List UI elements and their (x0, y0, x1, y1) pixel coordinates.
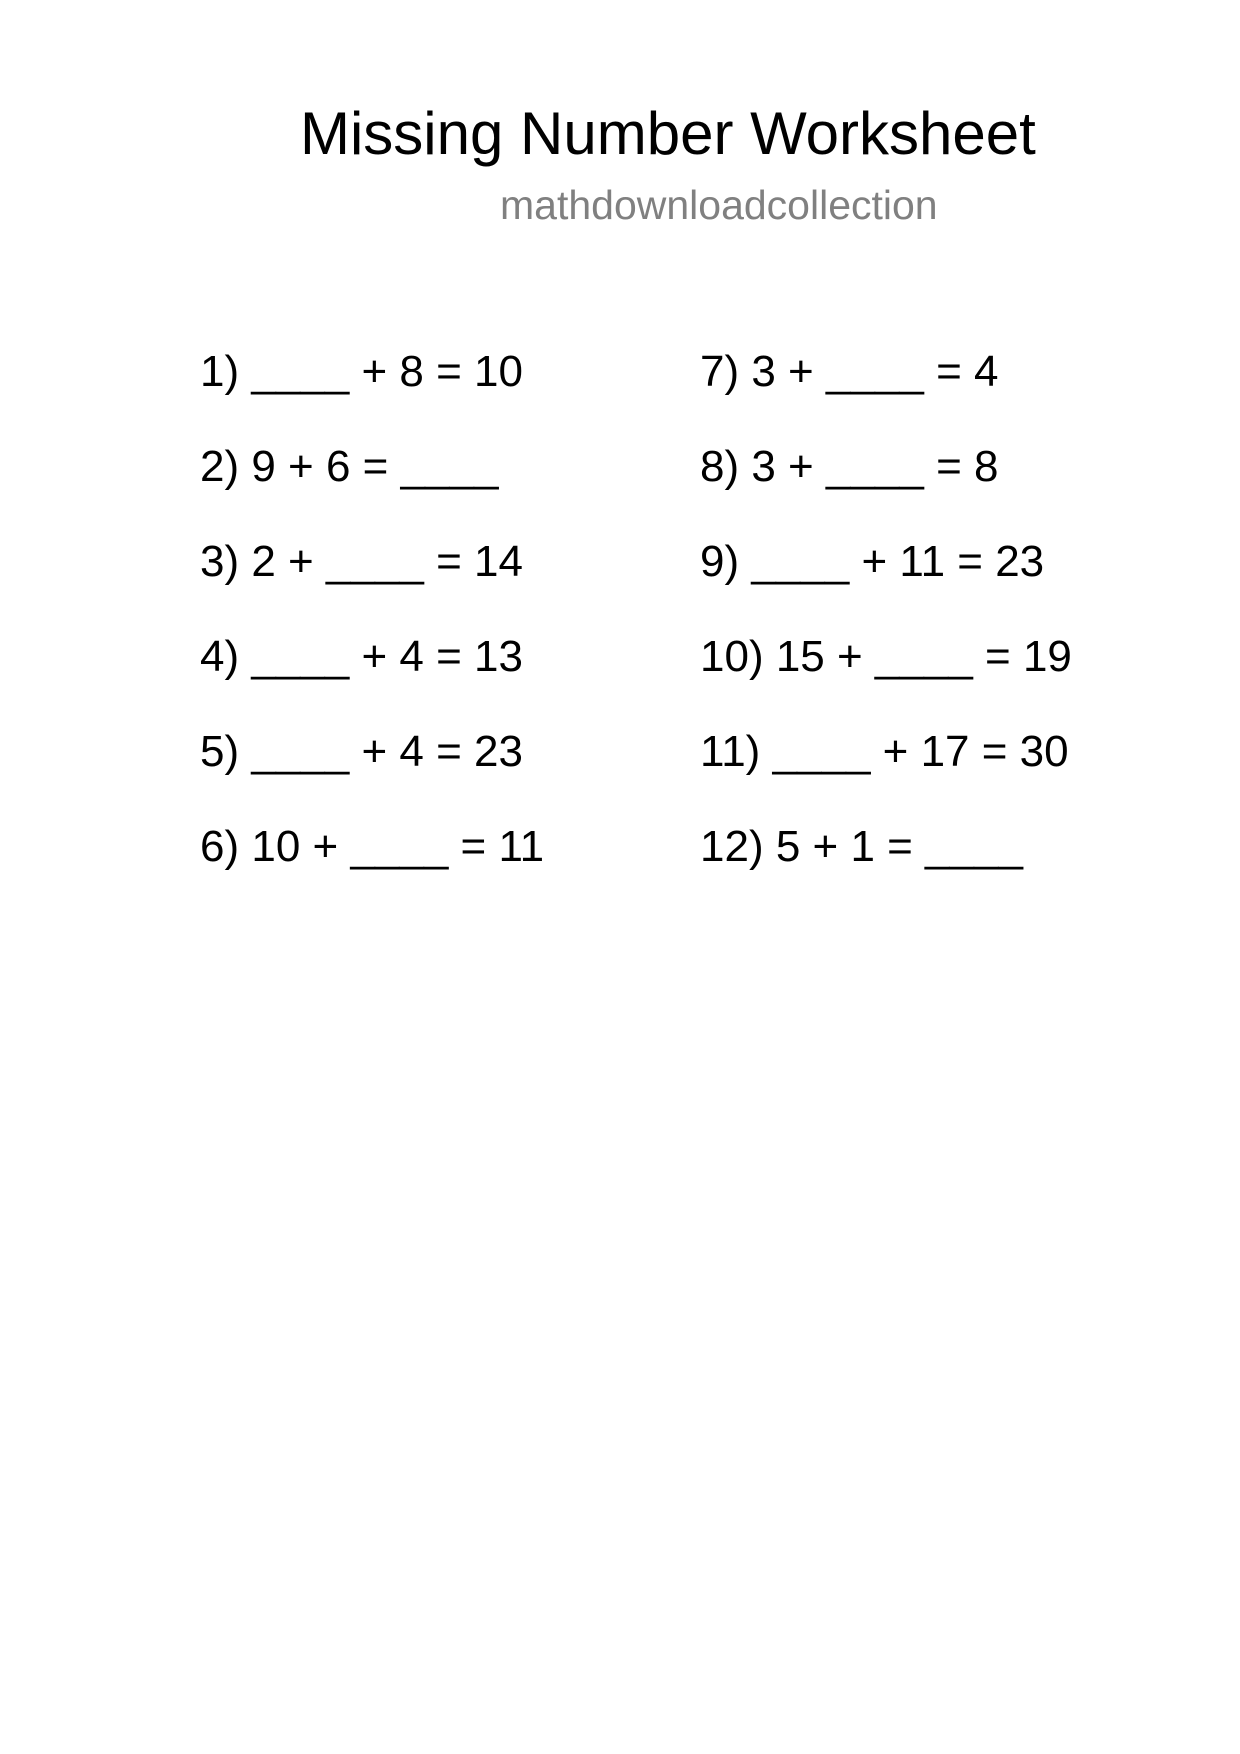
problem-number: 2) (200, 442, 240, 491)
problem-11 (700, 726, 1072, 821)
problem-6 (200, 821, 544, 916)
problem-5 (200, 726, 544, 821)
problem-number: 5) (200, 727, 240, 776)
problem-2 (200, 441, 544, 536)
worksheet-title: Missing Number Worksheet (300, 100, 1036, 167)
problem-number: 9) (700, 537, 740, 586)
problem-number: 10) (700, 632, 764, 681)
problem-number: 6) (200, 822, 240, 871)
problem-expression: ____ + 8 = 10 (251, 347, 523, 396)
problem-10 (700, 631, 1072, 726)
problem-expression: 3 + ____ = 4 (751, 347, 999, 396)
problem-8 (700, 441, 1072, 536)
problem-expression: 5 + 1 = ____ (775, 822, 1023, 871)
problems-right-column (700, 346, 1072, 916)
problem-number: 8) (700, 442, 740, 491)
problem-expression: ____ + 4 = 23 (251, 727, 523, 776)
problem-number: 12) (700, 822, 764, 871)
problem-number: 3) (200, 537, 240, 586)
problem-expression: 9 + 6 = ____ (251, 442, 499, 491)
problem-1 (200, 346, 544, 441)
problem-number: 4) (200, 632, 240, 681)
problems-left-column (200, 346, 544, 916)
problem-expression: 2 + ____ = 14 (251, 537, 523, 586)
problem-expression: 10 + ____ = 11 (251, 822, 545, 871)
problem-number: 7) (700, 347, 740, 396)
problem-number: 1) (200, 347, 240, 396)
problem-3 (200, 536, 544, 631)
problem-expression: 15 + ____ = 19 (775, 632, 1072, 681)
problem-number: 11) (700, 727, 761, 776)
problem-expression: ____ + 11 = 23 (751, 537, 1045, 586)
worksheet-subtitle: mathdownloadcollection (500, 182, 938, 228)
problem-12 (700, 821, 1072, 916)
problem-9 (700, 536, 1072, 631)
problem-4 (200, 631, 544, 726)
problem-7 (700, 346, 1072, 441)
problem-expression: ____ + 17 = 30 (772, 727, 1069, 776)
problem-expression: 3 + ____ = 8 (751, 442, 999, 491)
problem-expression: ____ + 4 = 13 (251, 632, 523, 681)
